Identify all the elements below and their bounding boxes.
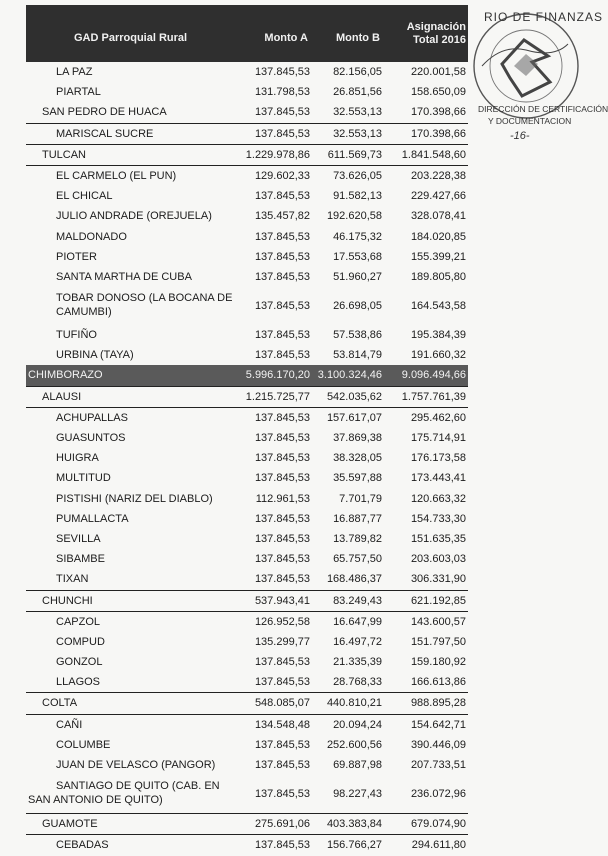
table-row xyxy=(26,345,468,365)
row-monto-c: 621.192,85 xyxy=(410,594,466,607)
row-monto-b: 73.626,05 xyxy=(333,169,382,182)
row-monto-a: 137.845,53 xyxy=(254,839,310,852)
row-monto-a: 129.602,33 xyxy=(254,169,310,182)
stamp-line2: Y DOCUMENTACION xyxy=(488,116,572,126)
row-monto-b: 28.768,33 xyxy=(333,676,382,689)
row-monto-b: 35.597,88 xyxy=(333,472,382,485)
row-name: MARISCAL SUCRE xyxy=(56,127,154,140)
row-monto-a: 137.845,53 xyxy=(254,738,310,751)
row-monto-a: 137.845,53 xyxy=(254,411,310,424)
row-name: EL CHICAL xyxy=(56,190,113,203)
row-monto-a: 1.229.978,86 xyxy=(245,148,310,161)
row-monto-a: 137.845,53 xyxy=(254,452,310,465)
row-name: GUAMOTE xyxy=(42,818,98,831)
row-name: PIARTAL xyxy=(56,86,101,99)
row-monto-a: 137.845,53 xyxy=(254,512,310,525)
row-monto-c: 170.398,66 xyxy=(410,127,466,140)
row-monto-b: 16.887,77 xyxy=(333,512,382,525)
row-name: COLTA xyxy=(42,697,78,710)
row-name: CHIMBORAZO xyxy=(28,369,103,382)
row-monto-c: 679.074,90 xyxy=(410,818,466,831)
row-monto-a: 548.085,07 xyxy=(254,697,310,710)
row-monto-a: 5.996.170,20 xyxy=(245,369,310,382)
table-row xyxy=(26,692,468,713)
row-monto-a: 137.845,53 xyxy=(254,190,310,203)
table-row xyxy=(26,82,468,102)
row-monto-c: 988.895,28 xyxy=(410,697,466,710)
row-monto-c: 164.543,58 xyxy=(410,300,466,313)
row-monto-a: 137.845,53 xyxy=(254,329,310,342)
row-name: PUMALLACTA xyxy=(56,512,129,525)
table-row xyxy=(26,549,468,569)
row-monto-c: 191.660,32 xyxy=(410,349,466,362)
row-monto-b: 192.620,58 xyxy=(326,210,382,223)
row-name: EL CARMELO (EL PUN) xyxy=(56,169,177,182)
table-row xyxy=(26,652,468,672)
row-monto-c: 294.611,80 xyxy=(411,839,466,852)
stamp-ring-text: RIO DE FINANZAS xyxy=(484,10,604,24)
table-row xyxy=(26,325,468,345)
row-name: JULIO ANDRADE (OREJUELA) xyxy=(56,210,212,223)
row-monto-c: 154.733,30 xyxy=(410,512,466,525)
table-row xyxy=(26,247,468,267)
row-monto-c: 207.733,51 xyxy=(410,759,466,771)
row-name: TULCAN xyxy=(42,148,87,161)
row-monto-a: 137.845,53 xyxy=(254,127,310,140)
row-monto-b: 91.582,13 xyxy=(333,190,382,203)
table-row xyxy=(26,775,468,813)
table-row xyxy=(26,834,468,855)
row-monto-b: 51.960,27 xyxy=(333,270,382,283)
table-row xyxy=(26,165,468,186)
row-monto-b: 69.887,98 xyxy=(333,759,382,771)
table-row xyxy=(26,813,468,834)
table-row xyxy=(26,672,468,692)
row-monto-b: 168.486,37 xyxy=(326,573,382,586)
table-row xyxy=(26,569,468,589)
row-monto-c: 151.635,35 xyxy=(410,532,466,545)
row-monto-a: 137.845,53 xyxy=(254,230,310,243)
row-monto-c: 158.650,09 xyxy=(410,86,466,99)
table-row xyxy=(26,227,468,247)
row-monto-c: 203.228,38 xyxy=(410,169,466,182)
row-monto-a: 137.845,53 xyxy=(254,270,310,283)
row-monto-a: 126.952,58 xyxy=(254,615,310,628)
table-row xyxy=(26,529,468,549)
table-row xyxy=(26,611,468,632)
row-name: CAPZOL xyxy=(56,615,101,628)
row-monto-b: 440.810,21 xyxy=(326,697,382,710)
header-gad: GAD Parroquial Rural xyxy=(74,32,188,44)
row-monto-b: 32.553,13 xyxy=(333,106,382,119)
row-monto-c: 306.331,90 xyxy=(410,573,466,586)
row-monto-a: 112.961,53 xyxy=(255,492,310,505)
row-monto-c: 154.642,71 xyxy=(410,718,466,731)
row-name: GUASUNTOS xyxy=(56,432,126,444)
row-name: LLAGOS xyxy=(56,676,101,689)
row-monto-b: 53.814,79 xyxy=(333,349,382,362)
table-row xyxy=(26,632,468,652)
row-name: TIXAN xyxy=(56,573,89,586)
table-row xyxy=(26,428,468,448)
row-monto-a: 137.845,53 xyxy=(254,472,310,485)
row-monto-b: 403.383,84 xyxy=(326,818,382,831)
row-monto-b: 38.328,05 xyxy=(333,452,382,465)
table-row xyxy=(26,287,468,325)
row-monto-c: 229.427,66 xyxy=(410,190,466,203)
row-name: LA PAZ xyxy=(56,66,93,78)
row-monto-a: 137.845,53 xyxy=(254,250,310,263)
row-monto-c: 236.072,96 xyxy=(410,788,466,801)
row-name: CHUNCHI xyxy=(42,594,93,607)
table-row xyxy=(26,62,468,82)
row-name: GONZOL xyxy=(56,656,103,669)
table-row xyxy=(26,365,468,385)
header-asignacion-line1: Asignación xyxy=(406,21,466,33)
stamp-line1: DIRECCIÓN DE CERTIFICACIÓN xyxy=(478,104,608,114)
row-monto-a: 135.299,77 xyxy=(254,635,310,648)
row-monto-b: 26.698,05 xyxy=(333,300,382,313)
table-row xyxy=(26,489,468,509)
row-monto-c: 9.096.494,66 xyxy=(401,369,466,382)
table-row xyxy=(26,206,468,226)
row-monto-c: 143.600,57 xyxy=(410,615,466,628)
stamp-page-number: -16- xyxy=(510,130,530,142)
row-monto-a: 137.845,53 xyxy=(254,349,310,362)
table-row xyxy=(26,102,468,122)
table-row xyxy=(26,267,468,287)
row-monto-b: 16.647,99 xyxy=(333,615,382,628)
row-monto-b: 20.094,24 xyxy=(333,718,382,731)
row-monto-c: 390.446,09 xyxy=(410,738,466,751)
row-monto-a: 137.845,53 xyxy=(254,106,310,119)
table-row xyxy=(26,714,468,735)
row-name: ALAUSI xyxy=(42,390,82,403)
table-row xyxy=(26,735,468,755)
row-monto-b: 611.569,73 xyxy=(327,148,382,161)
row-monto-c: 173.443,41 xyxy=(410,472,466,485)
row-monto-c: 189.805,80 xyxy=(410,270,466,283)
row-monto-b: 156.766,27 xyxy=(326,839,382,852)
row-monto-b: 32.553,13 xyxy=(333,127,382,140)
row-name: CEBADAS xyxy=(56,839,109,852)
row-monto-a: 134.548,48 xyxy=(254,718,310,731)
row-name: JUAN DE VELASCO (PANGOR) xyxy=(56,759,216,771)
row-monto-a: 137.845,53 xyxy=(254,676,310,689)
table-row xyxy=(26,590,468,611)
row-monto-a: 137.845,53 xyxy=(254,573,310,586)
table-row xyxy=(26,448,468,468)
row-monto-b: 157.617,07 xyxy=(326,411,382,424)
row-monto-a: 537.943,41 xyxy=(254,594,310,607)
row-monto-c: 295.462,60 xyxy=(410,411,466,424)
row-monto-a: 137.845,53 xyxy=(254,759,310,771)
row-monto-a: 135.457,82 xyxy=(254,210,310,223)
row-monto-b: 542.035,62 xyxy=(326,390,382,403)
row-monto-a: 275.691,06 xyxy=(254,818,310,831)
row-monto-a: 137.845,53 xyxy=(254,66,310,78)
row-monto-c: 195.384,39 xyxy=(410,329,466,342)
table-body xyxy=(26,62,468,856)
row-monto-a: 137.845,53 xyxy=(254,532,310,545)
row-monto-c: 1.757.761,39 xyxy=(401,390,466,403)
table-row xyxy=(26,123,468,144)
row-name: COMPUD xyxy=(56,635,105,648)
row-name: MALDONADO xyxy=(56,230,127,243)
header-asignacion-line2: Total 2016 xyxy=(413,34,466,46)
row-name: SAN PEDRO DE HUACA xyxy=(42,106,167,119)
row-name: TUFIÑO xyxy=(56,329,97,342)
row-monto-a: 1.215.725,77 xyxy=(245,390,310,403)
table-row xyxy=(26,144,468,165)
row-monto-a: 137.845,53 xyxy=(254,656,310,669)
row-monto-b: 37.869,38 xyxy=(333,432,382,444)
row-monto-c: 220.001,58 xyxy=(410,66,466,78)
row-name: PIOTER xyxy=(56,250,97,263)
row-monto-b: 98.227,43 xyxy=(333,788,382,801)
table-row xyxy=(26,755,468,775)
row-monto-a: 131.798,53 xyxy=(254,86,310,99)
row-monto-c: 151.797,50 xyxy=(410,635,466,648)
row-monto-c: 166.613,86 xyxy=(410,676,466,689)
row-monto-a: 137.845,53 xyxy=(254,300,310,313)
row-name: COLUMBE xyxy=(56,738,111,751)
row-name: SIBAMBE xyxy=(56,553,105,566)
row-monto-b: 65.757,50 xyxy=(333,553,382,566)
allocation-table xyxy=(26,5,468,856)
row-monto-c: 328.078,41 xyxy=(410,210,466,223)
row-monto-a: 137.845,53 xyxy=(254,553,310,566)
table-row xyxy=(26,509,468,529)
row-name: URBINA (TAYA) xyxy=(56,349,134,362)
row-name: SANTIAGO DE QUITO (CAB. EN SAN ANTONIO DE QUITO) xyxy=(28,780,220,807)
row-name: CAÑI xyxy=(56,718,83,731)
row-monto-c: 1.841.548,60 xyxy=(401,148,466,161)
row-monto-b: 21.335,39 xyxy=(333,656,382,669)
row-monto-b: 13.789,82 xyxy=(333,532,382,545)
row-name: SEVILLA xyxy=(56,532,101,545)
row-name: PISTISHI (NARIZ DEL DIABLO) xyxy=(56,492,213,505)
row-monto-b: 252.600,56 xyxy=(326,738,382,751)
header-asignacion xyxy=(407,21,466,47)
header-monto-a: Monto A xyxy=(264,32,308,44)
row-monto-c: 184.020,85 xyxy=(410,230,466,243)
table-row xyxy=(26,186,468,206)
row-name: HUIGRA xyxy=(56,452,99,465)
row-monto-b: 26.851,56 xyxy=(333,86,382,99)
row-name: SANTA MARTHA DE CUBA xyxy=(56,270,192,283)
row-monto-c: 155.399,21 xyxy=(410,250,466,263)
table-header xyxy=(26,5,468,62)
row-monto-b: 82.156,05 xyxy=(333,66,382,78)
row-monto-c: 170.398,66 xyxy=(410,106,466,119)
table-row xyxy=(26,386,468,407)
header-monto-b: Monto B xyxy=(336,32,380,44)
row-monto-b: 16.497,72 xyxy=(333,635,382,648)
row-name: MULTITUD xyxy=(56,472,111,485)
row-monto-b: 57.538,86 xyxy=(333,329,382,342)
row-monto-b: 83.249,43 xyxy=(333,594,382,607)
row-monto-b: 7.701,79 xyxy=(339,492,382,505)
row-monto-c: 120.663,32 xyxy=(410,492,466,505)
row-monto-b: 46.175,32 xyxy=(333,230,382,243)
row-monto-a: 137.845,53 xyxy=(254,788,310,801)
row-monto-c: 159.180,92 xyxy=(410,656,466,669)
table-row xyxy=(26,407,468,428)
row-monto-b: 3.100.324,46 xyxy=(317,369,382,382)
table-row xyxy=(26,468,468,488)
row-name: ACHUPALLAS xyxy=(56,411,128,424)
row-monto-c: 176.173,58 xyxy=(410,452,466,465)
row-monto-a: 137.845,53 xyxy=(254,432,310,444)
row-monto-c: 203.603,03 xyxy=(410,553,466,566)
row-monto-c: 175.714,91 xyxy=(410,432,466,444)
row-monto-b: 17.553,68 xyxy=(333,250,382,263)
row-name: TOBAR DONOSO (LA BOCANA DE CAMUMBI) xyxy=(56,292,233,319)
